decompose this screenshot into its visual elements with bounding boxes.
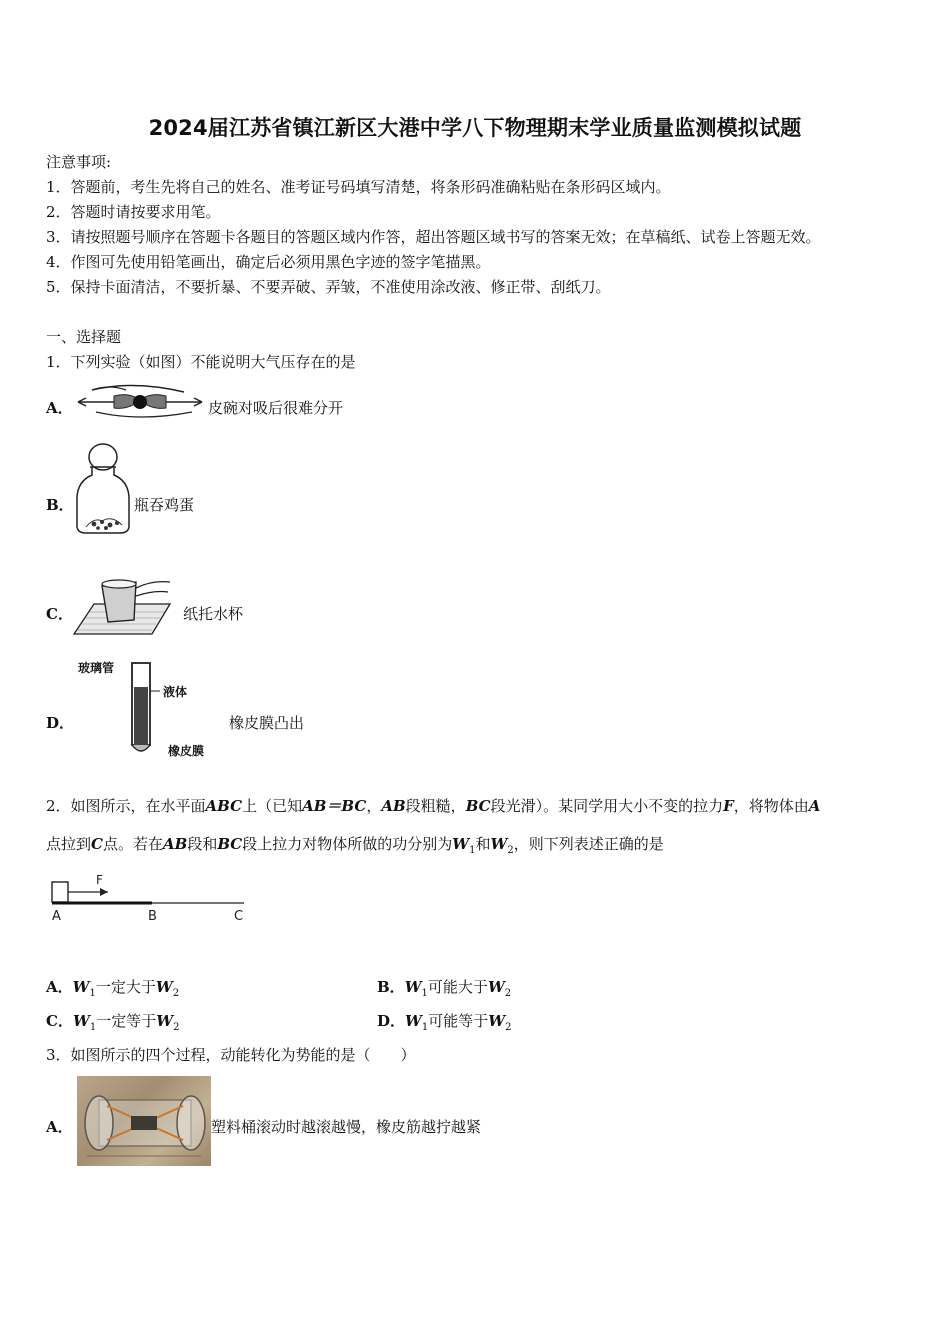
q2-text: 点。若在 (102, 835, 163, 853)
q2-option-d (377, 1010, 512, 1033)
option-var: W (156, 1012, 174, 1030)
q2-sub: 2 (507, 845, 514, 856)
q2-stem-line1 (46, 796, 820, 816)
paper-cup-figure (72, 576, 172, 638)
q2-text: ，则下列表述正确的是 (513, 835, 664, 853)
q1-option-d-letter: D． (46, 714, 75, 732)
option-letter: D． (377, 1012, 406, 1030)
liquid-label: 液体 (163, 685, 188, 699)
option-text: 可能大于 (427, 978, 488, 996)
option-var: W (155, 978, 173, 996)
q2-var: AB＝BC (302, 797, 367, 815)
q2-var: AB (162, 835, 188, 853)
option-letter: A． (46, 978, 73, 996)
q3-option-a-letter: A． (46, 1118, 73, 1136)
q2-text: 点拉到 (46, 835, 92, 853)
q2-var: W (452, 835, 470, 853)
notice-item-5: 5．保持卡面清洁，不要折暴、不要弄破、弄皱，不准使用涂改液、修正带、刮纸刀。 (46, 278, 611, 296)
option-sub: 1 (421, 1022, 429, 1033)
q2-var: BC (217, 835, 243, 853)
q2-text: 段上拉力对物体所做的功分别为 (242, 835, 453, 853)
q1-option-a-letter: A． (46, 399, 73, 417)
q1-stem: 1．下列实验（如图）不能说明大气压存在的是 (46, 353, 356, 371)
q1-option-a-caption: 皮碗对吸后很难分开 (208, 399, 344, 417)
option-var: W (488, 1012, 506, 1030)
option-sub: 2 (173, 1022, 180, 1033)
q2-text: 上（已知 (242, 797, 303, 815)
glass-tube-figure (120, 657, 160, 759)
q2-text: 段粗糙， (405, 797, 466, 815)
option-sub: 2 (505, 1022, 512, 1033)
option-text: 可能等于 (428, 1012, 489, 1030)
q1-option-b-caption: 瓶吞鸡蛋 (134, 496, 195, 514)
page-title: 2024届江苏省镇江新区大港中学八下物理期末学业质量监测模拟试题 (148, 116, 802, 140)
notice-item-2: 2．答题时请按要求用笔。 (46, 203, 221, 221)
section-heading: 一、选择题 (46, 328, 122, 346)
q1-option-d-caption: 橡皮膜凸出 (229, 714, 305, 732)
q2-var: BC (465, 797, 491, 815)
option-var: W (404, 978, 422, 996)
q2-text: 2．如图所示，在水平面 (46, 797, 206, 815)
notice-heading: 注意事项: (46, 153, 112, 171)
q2-text: 段和 (187, 835, 218, 853)
q1-option-c-caption: 纸托水杯 (183, 605, 244, 623)
q2-text: ，将物体由 (733, 797, 809, 815)
q2-option-b (377, 976, 511, 999)
bottle-egg-figure (72, 441, 134, 537)
q2-var: W (490, 835, 508, 853)
rolling-bucket-photo (77, 1076, 211, 1166)
q2-text: 段光滑）。某同学用大小不变的拉力 (490, 797, 724, 815)
q1-option-c-letter: C． (46, 605, 73, 623)
option-sub: 2 (172, 988, 180, 999)
q2-stem-line2 (46, 834, 664, 861)
q2-var: F (723, 797, 734, 815)
q3-option-a-caption: 塑料桶滚动时越滚越慢，橡皮筋越拧越紧 (211, 1118, 482, 1136)
option-var: W (487, 978, 505, 996)
force-label: F (96, 873, 103, 887)
plane-abc-figure (48, 870, 254, 930)
option-var: W (405, 1012, 422, 1030)
option-var: W (72, 978, 90, 996)
q2-text: 和 (475, 835, 491, 853)
notice-item-3: 3．请按照题号顺序在答题卡各题目的答题区域内作答，超出答题区域书写的答案无效；在草稿纸、试卷上答题无效。 (46, 228, 821, 246)
notice-item-4: 4．作图可先使用铅笔画出，确定后必须用黑色字迹的签字笔描黑。 (46, 253, 491, 271)
notice-item-1: 1．答题前，考生先将自己的姓名、准考证号码填写清楚，将条形码准确粘贴在条形码区域内。 (46, 178, 671, 196)
q2-option-c (46, 1010, 179, 1033)
q2-var: A (808, 797, 821, 815)
option-sub: 1 (421, 988, 428, 999)
suction-cups-figure (74, 382, 206, 422)
q2-option-a (46, 976, 179, 999)
point-c-label: C (234, 909, 244, 924)
option-letter: C． (46, 1012, 73, 1030)
option-sub: 1 (89, 988, 96, 999)
point-b-label: B (148, 909, 157, 924)
membrane-label: 橡皮膜 (168, 744, 205, 758)
q2-var: AB (381, 797, 406, 815)
q1-option-b-letter: B． (46, 496, 74, 514)
tube-label: 玻璃管 (78, 661, 115, 675)
q2-text: ， (366, 797, 382, 815)
q3-stem: 3．如图所示的四个过程，动能转化为势能的是（ ） (46, 1046, 416, 1064)
q2-var: C (91, 835, 103, 853)
q2-sub: 1 (469, 845, 476, 856)
rolling-bucket-illustration (77, 1076, 211, 1166)
point-a-label: A (52, 909, 61, 924)
option-var: W (72, 1012, 90, 1030)
option-sub: 2 (504, 988, 512, 999)
option-sub: 1 (89, 1022, 97, 1033)
option-letter: B． (377, 978, 405, 996)
option-text: 一定等于 (96, 1012, 157, 1030)
q2-var: ABC (205, 797, 243, 815)
option-text: 一定大于 (95, 978, 156, 996)
